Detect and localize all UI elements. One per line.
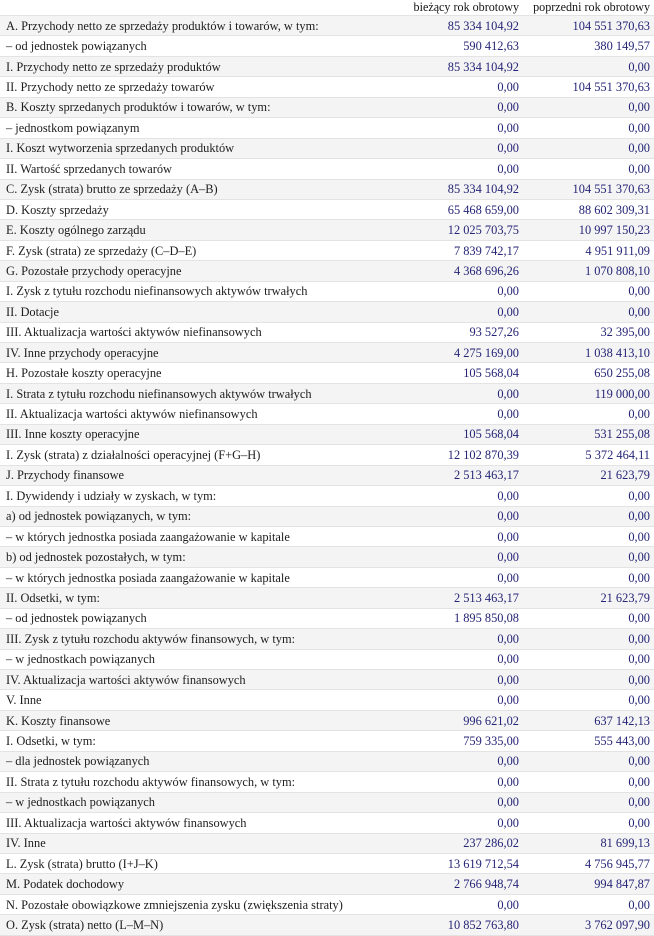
- row-label: J. Przychody finansowe: [0, 465, 392, 485]
- row-value-current-year: 85 334 104,92: [392, 179, 523, 199]
- row-value-previous-year: 0,00: [523, 547, 654, 567]
- table-row: [0, 281, 654, 301]
- row-value-previous-year: 32 395,00: [523, 322, 654, 342]
- table-row: [0, 118, 654, 138]
- table-row: [0, 220, 654, 240]
- table-row: [0, 240, 654, 260]
- row-label: III. Inne koszty operacyjne: [0, 424, 392, 444]
- row-value-current-year: 0,00: [392, 486, 523, 506]
- row-value-previous-year: 3 762 097,90: [523, 915, 654, 935]
- row-value-previous-year: 0,00: [523, 56, 654, 76]
- table-row: [0, 649, 654, 669]
- table-row: [0, 792, 654, 812]
- row-value-current-year: 2 513 463,17: [392, 465, 523, 485]
- row-label: – od jednostek powiązanych: [0, 608, 392, 628]
- row-value-previous-year: 104 551 370,63: [523, 179, 654, 199]
- table-row: [0, 179, 654, 199]
- row-value-previous-year: 0,00: [523, 792, 654, 812]
- table-row: [0, 363, 654, 383]
- row-label: II. Strata z tytułu rozchodu aktywów finansowych, w tym:: [0, 772, 392, 792]
- table-row: [0, 404, 654, 424]
- table-row: [0, 588, 654, 608]
- row-value-previous-year: 0,00: [523, 138, 654, 158]
- row-value-current-year: 0,00: [392, 751, 523, 771]
- row-value-current-year: 0,00: [392, 690, 523, 710]
- row-value-previous-year: 0,00: [523, 404, 654, 424]
- row-value-previous-year: 0,00: [523, 486, 654, 506]
- table-row: [0, 77, 654, 97]
- table-row: [0, 16, 654, 36]
- column-header-label: [0, 0, 392, 16]
- table-row: [0, 670, 654, 690]
- row-value-current-year: 0,00: [392, 281, 523, 301]
- row-value-current-year: 0,00: [392, 547, 523, 567]
- table-row: [0, 629, 654, 649]
- row-label: C. Zysk (strata) brutto ze sprzedaży (A–B): [0, 179, 392, 199]
- row-value-current-year: 0,00: [392, 629, 523, 649]
- row-label: L. Zysk (strata) brutto (I+J–K): [0, 853, 392, 873]
- row-value-current-year: 93 527,26: [392, 322, 523, 342]
- row-value-previous-year: 531 255,08: [523, 424, 654, 444]
- row-value-previous-year: 0,00: [523, 670, 654, 690]
- row-value-previous-year: 0,00: [523, 302, 654, 322]
- row-label: IV. Aktualizacja wartości aktywów finansowych: [0, 670, 392, 690]
- row-value-previous-year: 0,00: [523, 97, 654, 117]
- row-value-previous-year: 0,00: [523, 629, 654, 649]
- table-row: [0, 465, 654, 485]
- row-value-current-year: 105 568,04: [392, 424, 523, 444]
- row-label: I. Zysk z tytułu rozchodu niefinansowych aktywów trwałych: [0, 281, 392, 301]
- row-label: I. Koszt wytworzenia sprzedanych produktów: [0, 138, 392, 158]
- table-row: [0, 322, 654, 342]
- table-row: [0, 874, 654, 894]
- row-value-previous-year: 0,00: [523, 690, 654, 710]
- row-value-previous-year: 10 997 150,23: [523, 220, 654, 240]
- table-row: [0, 547, 654, 567]
- row-label: K. Koszty finansowe: [0, 710, 392, 730]
- row-value-current-year: 4 368 696,26: [392, 261, 523, 281]
- table-row: [0, 138, 654, 158]
- row-value-previous-year: 0,00: [523, 649, 654, 669]
- row-label: O. Zysk (strata) netto (L–M–N): [0, 915, 392, 935]
- row-value-current-year: 0,00: [392, 506, 523, 526]
- row-value-previous-year: 0,00: [523, 772, 654, 792]
- table-row: [0, 486, 654, 506]
- column-header-previous-year: poprzedni rok obrotowy: [523, 0, 654, 16]
- row-label: – od jednostek powiązanych: [0, 36, 392, 56]
- row-label: II. Aktualizacja wartości aktywów niefinansowych: [0, 404, 392, 424]
- table-row: [0, 894, 654, 914]
- row-value-current-year: 590 412,63: [392, 36, 523, 56]
- row-value-previous-year: 0,00: [523, 281, 654, 301]
- row-value-current-year: 0,00: [392, 138, 523, 158]
- row-value-current-year: 0,00: [392, 77, 523, 97]
- row-value-previous-year: 5 372 464,11: [523, 445, 654, 465]
- row-value-current-year: 4 275 169,00: [392, 343, 523, 363]
- row-value-previous-year: 1 070 808,10: [523, 261, 654, 281]
- table-row: [0, 608, 654, 628]
- row-label: A. Przychody netto ze sprzedaży produktów i towarów, w tym:: [0, 16, 392, 36]
- table-header-row: [0, 0, 654, 16]
- table-row: [0, 302, 654, 322]
- row-label: – w których jednostka posiada zaangażowanie w kapitale: [0, 567, 392, 587]
- table-row: [0, 383, 654, 403]
- row-value-current-year: 996 621,02: [392, 710, 523, 730]
- row-value-previous-year: 0,00: [523, 813, 654, 833]
- row-value-previous-year: 380 149,57: [523, 36, 654, 56]
- row-value-current-year: 105 568,04: [392, 363, 523, 383]
- row-value-previous-year: 21 623,79: [523, 588, 654, 608]
- row-value-current-year: 0,00: [392, 670, 523, 690]
- table-row: [0, 833, 654, 853]
- row-value-previous-year: 0,00: [523, 567, 654, 587]
- row-label: D. Koszty sprzedaży: [0, 199, 392, 219]
- row-label: IV. Inne przychody operacyjne: [0, 343, 392, 363]
- row-value-current-year: 7 839 742,17: [392, 240, 523, 260]
- row-value-previous-year: 637 142,13: [523, 710, 654, 730]
- table-row: [0, 751, 654, 771]
- table-header: [0, 0, 654, 16]
- row-label: G. Pozostałe przychody operacyjne: [0, 261, 392, 281]
- row-value-previous-year: 0,00: [523, 894, 654, 914]
- table-row: [0, 506, 654, 526]
- table-row: [0, 445, 654, 465]
- row-label: I. Dywidendy i udziały w zyskach, w tym:: [0, 486, 392, 506]
- row-value-current-year: 0,00: [392, 813, 523, 833]
- row-value-current-year: 237 286,02: [392, 833, 523, 853]
- row-value-current-year: 0,00: [392, 383, 523, 403]
- table-row: [0, 567, 654, 587]
- table-row: [0, 199, 654, 219]
- row-label: – w jednostkach powiązanych: [0, 792, 392, 812]
- row-value-current-year: 0,00: [392, 792, 523, 812]
- row-label: I. Odsetki, w tym:: [0, 731, 392, 751]
- row-label: B. Koszty sprzedanych produktów i towarów, w tym:: [0, 97, 392, 117]
- row-value-current-year: 2 513 463,17: [392, 588, 523, 608]
- row-value-previous-year: 88 602 309,31: [523, 199, 654, 219]
- row-value-current-year: 0,00: [392, 894, 523, 914]
- row-value-previous-year: 0,00: [523, 751, 654, 771]
- row-value-previous-year: 0,00: [523, 526, 654, 546]
- row-value-previous-year: 0,00: [523, 608, 654, 628]
- column-header-current-year: bieżący rok obrotowy: [392, 0, 523, 16]
- table-row: [0, 159, 654, 179]
- table-row: [0, 813, 654, 833]
- row-value-previous-year: 0,00: [523, 506, 654, 526]
- table-row: [0, 56, 654, 76]
- table-row: [0, 424, 654, 444]
- row-value-current-year: 85 334 104,92: [392, 16, 523, 36]
- table-row: [0, 36, 654, 56]
- row-value-current-year: 2 766 948,74: [392, 874, 523, 894]
- row-label: b) od jednostek pozostałych, w tym:: [0, 547, 392, 567]
- row-value-previous-year: 555 443,00: [523, 731, 654, 751]
- row-value-current-year: 1 895 850,08: [392, 608, 523, 628]
- row-label: I. Przychody netto ze sprzedaży produktów: [0, 56, 392, 76]
- row-label: H. Pozostałe koszty operacyjne: [0, 363, 392, 383]
- row-label: – w jednostkach powiązanych: [0, 649, 392, 669]
- table-row: [0, 731, 654, 751]
- row-value-current-year: 65 468 659,00: [392, 199, 523, 219]
- row-label: III. Aktualizacja wartości aktywów finansowych: [0, 813, 392, 833]
- row-label: III. Aktualizacja wartości aktywów niefinansowych: [0, 322, 392, 342]
- row-value-previous-year: 1 038 413,10: [523, 343, 654, 363]
- row-value-previous-year: 21 623,79: [523, 465, 654, 485]
- table-row: [0, 97, 654, 117]
- row-value-current-year: 0,00: [392, 772, 523, 792]
- row-label: – w których jednostka posiada zaangażowanie w kapitale: [0, 526, 392, 546]
- row-value-current-year: 12 025 703,75: [392, 220, 523, 240]
- row-value-current-year: 0,00: [392, 302, 523, 322]
- row-value-previous-year: 81 699,13: [523, 833, 654, 853]
- row-value-previous-year: 119 000,00: [523, 383, 654, 403]
- row-label: IV. Inne: [0, 833, 392, 853]
- row-label: II. Wartość sprzedanych towarów: [0, 159, 392, 179]
- table-row: [0, 261, 654, 281]
- table-row: [0, 343, 654, 363]
- row-value-current-year: 12 102 870,39: [392, 445, 523, 465]
- table-row: [0, 772, 654, 792]
- row-value-previous-year: 0,00: [523, 159, 654, 179]
- row-label: a) od jednostek powiązanych, w tym:: [0, 506, 392, 526]
- table-row: [0, 710, 654, 730]
- row-value-previous-year: 4 951 911,09: [523, 240, 654, 260]
- table-row: [0, 690, 654, 710]
- row-value-current-year: 0,00: [392, 649, 523, 669]
- row-label: M. Podatek dochodowy: [0, 874, 392, 894]
- row-label: E. Koszty ogólnego zarządu: [0, 220, 392, 240]
- row-value-current-year: 13 619 712,54: [392, 853, 523, 873]
- row-value-previous-year: 4 756 945,77: [523, 853, 654, 873]
- row-label: II. Przychody netto ze sprzedaży towarów: [0, 77, 392, 97]
- row-value-previous-year: 0,00: [523, 118, 654, 138]
- row-value-current-year: 0,00: [392, 526, 523, 546]
- row-label: – jednostkom powiązanym: [0, 118, 392, 138]
- row-label: – dla jednostek powiązanych: [0, 751, 392, 771]
- row-value-current-year: 0,00: [392, 159, 523, 179]
- row-value-previous-year: 104 551 370,63: [523, 77, 654, 97]
- row-value-current-year: 0,00: [392, 404, 523, 424]
- row-value-current-year: 759 335,00: [392, 731, 523, 751]
- table-row: [0, 526, 654, 546]
- row-label: II. Odsetki, w tym:: [0, 588, 392, 608]
- row-label: V. Inne: [0, 690, 392, 710]
- row-value-previous-year: 994 847,87: [523, 874, 654, 894]
- row-value-current-year: 0,00: [392, 97, 523, 117]
- row-value-previous-year: 650 255,08: [523, 363, 654, 383]
- row-label: N. Pozostałe obowiązkowe zmniejszenia zysku (zwiększenia straty): [0, 894, 392, 914]
- row-value-current-year: 10 852 763,80: [392, 915, 523, 935]
- row-value-current-year: 0,00: [392, 118, 523, 138]
- table-row: [0, 915, 654, 935]
- table-body: [0, 16, 654, 936]
- row-value-previous-year: 104 551 370,63: [523, 16, 654, 36]
- row-value-current-year: 0,00: [392, 567, 523, 587]
- row-label: I. Zysk (strata) z działalności operacyjnej (F+G–H): [0, 445, 392, 465]
- row-value-current-year: 85 334 104,92: [392, 56, 523, 76]
- row-label: II. Dotacje: [0, 302, 392, 322]
- table-row: [0, 853, 654, 873]
- row-label: F. Zysk (strata) ze sprzedaży (C–D–E): [0, 240, 392, 260]
- row-label: I. Strata z tytułu rozchodu niefinansowych aktywów trwałych: [0, 383, 392, 403]
- row-label: III. Zysk z tytułu rozchodu aktywów finansowych, w tym:: [0, 629, 392, 649]
